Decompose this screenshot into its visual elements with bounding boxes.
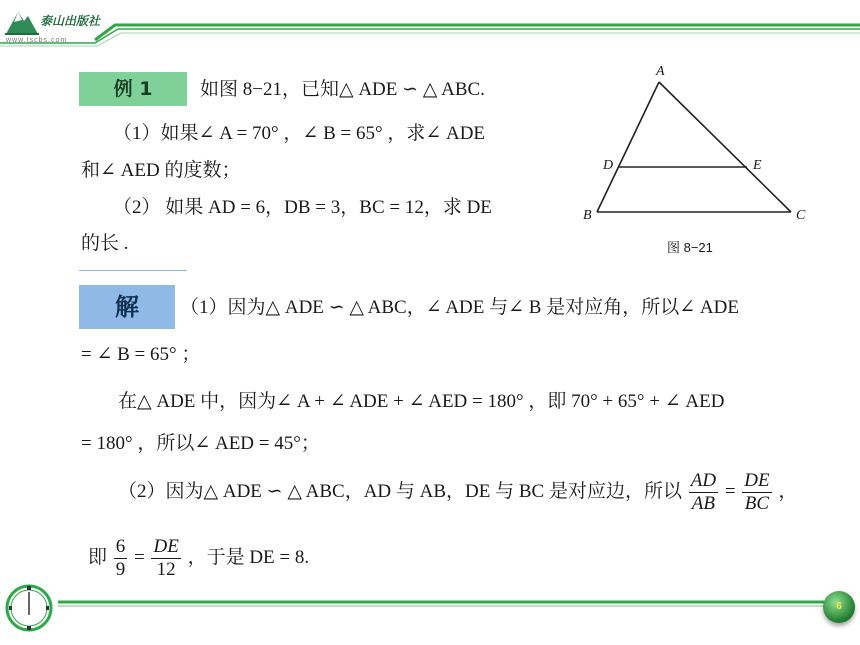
fraction-ad-ab [689,470,718,515]
question-1-line-2: 和∠ AED 的度数； [81,160,241,181]
example-badge: 例 1 [79,72,187,106]
solution-1-line-2: = ∠ B = 65° ； [81,344,201,365]
vertex-label-a: A [656,64,665,79]
footer [0,575,860,645]
page-number-badge [823,591,855,623]
solution-2-suffix: ， [778,480,798,502]
vertex-label-c: C [796,208,806,223]
header [0,0,860,60]
fraction-6-9-denominator: 9 [115,559,126,580]
logo-url: www.tscbs.com [6,37,68,44]
logo-text: 泰山出版社 [40,14,101,28]
section-divider [79,270,187,271]
vertex-label-b: B [583,208,592,223]
equals-sign: = [724,480,736,502]
vertex-label-e: E [753,158,762,173]
fraction-ad-ab-denominator: AB [691,493,715,514]
solution-1-line-3: 在△ ADE 中，因为∠ A + ∠ ADE + ∠ AED = 180° ，即 70° + 65° + ∠ AED [118,391,725,412]
solution-3-prefix: 即 [88,546,108,568]
figure-caption: 图 8−21 [667,240,713,255]
footer-rule [0,575,860,645]
fraction-de-bc-denominator: BC [744,493,770,514]
solution-2-prefix: （2）因为△ ADE ∽ △ ABC，AD 与 AB，DE 与 BC 是对应边，所以 [118,480,682,502]
example-intro: 如图 8−21，已知△ ADE ∽ △ ABC. [200,79,485,100]
fraction-de-12-denominator: 12 [156,559,176,580]
equals-sign-2: = [134,546,145,568]
page-number: 6 [836,601,842,612]
fraction-ad-ab-numerator: AD [690,470,717,491]
question-1-line-1: （1）如果∠ A = 70° ，∠ B = 65° ，求∠ ADE [113,123,486,144]
solution-1-line-1: （1）因为△ ADE ∽ △ ABC，∠ ADE 与∠ B 是对应角，所以∠ ADE [180,297,739,318]
fraction-de-12-numerator: DE [153,536,179,557]
solution-badge: 解 [79,285,175,329]
fraction-de-bc-numerator: DE [744,470,770,491]
figure-8-21 [575,60,815,260]
fraction-de-bc [742,470,771,515]
fraction-6-9-numerator: 6 [115,536,126,557]
header-rule [0,0,860,60]
solution-2-line [118,470,797,515]
solution-1-line-4: = 180° ，所以∠ AED = 45°； [81,433,320,454]
solution-3-suffix: ，于是 DE = 8. [187,546,310,568]
vertex-label-d: D [603,158,614,173]
triangle-diagram [575,60,815,230]
question-2-line-1: （2） 如果 AD = 6，DB = 3，BC = 12，求 DE [113,197,492,218]
question-2-line-2: 的长 . [81,233,129,254]
